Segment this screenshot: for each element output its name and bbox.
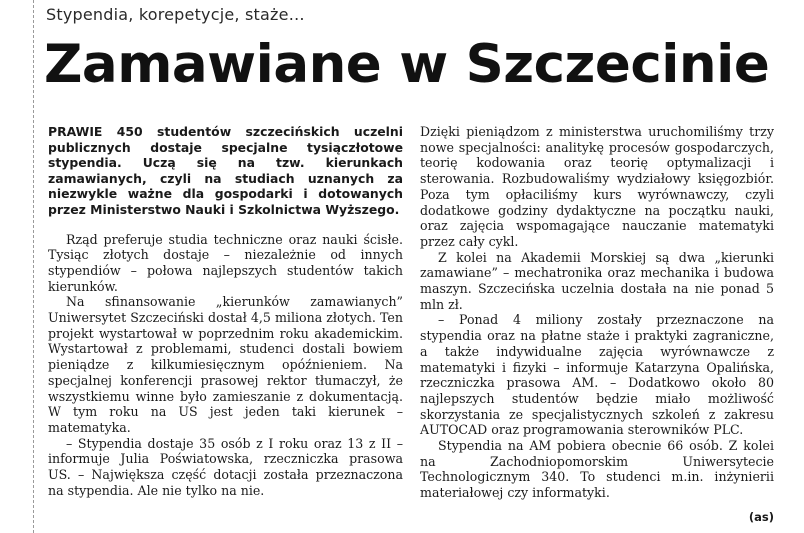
left-column <box>48 124 403 499</box>
article-kicker: Stypendia, korepetycje, staże… <box>46 5 305 24</box>
body-paragraph: – Stypendia dostaje 35 osób z I roku oraz 13 z II – informuje Julia Poświatowska, rzeczniczka prasowa US. – Największa część dotacji została przeznaczona na stypendia. Ale nie tylko na nie. <box>48 435 403 498</box>
body-paragraph: Rząd preferuje studia techniczne oraz nauki ścisłe. Tysiąc złotych dostaje – niezależnie od innych stypendiów – połowa najlepszych studentów takich kierunków. <box>48 231 403 294</box>
lead-caps: PRAWIE 450 <box>48 124 143 139</box>
column-divider <box>33 0 35 533</box>
lead-text: studentów szczecińskich uczelni publicznych dostaje specjalne tysiączłotowe stypendia. Uczą się na tzw. kierunkach zamawianych, czyli na studiach uznanych za niezwykle ważne dla gospodarki i dotowanych przez Ministerstwo Nauki i Szkolnictwa Wyższego. <box>48 124 404 217</box>
body-paragraph: Z kolei na Akademii Morskiej są dwa „kierunki zamawiane” – mechatronika oraz mechanika i budowa maszyn. Szczecińska uczelnia dostała na nie ponad 5 mln zł. <box>420 249 774 312</box>
body-paragraph: Stypendia na AM pobiera obecnie 66 osób. Z kolei na Zachodniopomorskim Uniwersytecie Technologicznym 340. To studenci m.in. inżynierii materiałowej czy informatyki. <box>420 438 774 501</box>
body-paragraph: Dzięki pieniądzom z ministerstwa uruchomiliśmy trzy nowe specjalności: analitykę procesów gospodarczych, teorię kodowania oraz teorię optymalizacji i sterowania. Rozbudowaliśmy wydziałowy księgozbiór. Poza tym opłaciliśmy kurs wyrównawczy, czyli dodatkowe godziny dydaktyczne na początku nauki, oraz zajęcia wspomagające nauczanie matematyki przez cały cykl. <box>420 124 774 249</box>
body-paragraph: Na sfinansowanie „kierunków zamawianych” Uniwersytet Szczeciński dostał 4,5 miliona złotych. Ten projekt wystartował w poprzednim roku akademickim. Wystartował z problemami, studenci dostali bowiem pieniądze z kilkumiesięcznym opóźnieniem. Na specjalnej konferencji prasowej rektor tłumaczył, że wszystkiemu winne było zamieszanie z dokumentacją. W tym roku na US jest jeden taki kierunek – matematyka. <box>48 294 403 435</box>
body-paragraph: – Ponad 4 miliony zostały przeznaczone na stypendia oraz na płatne staże i praktyki zagraniczne, a także indywidualne zajęcia wyrównawcze z matematyki i fizyki – informuje Katarzyna Opalińska, rzeczniczka prasowa AM. – Dodatkowo około 80 najlepszych studentów będzie miało możliwość skorzystania ze specjalistycznych szkoleń z zakresu AUTOCAD oraz programowania sterowników PLC. <box>420 312 774 438</box>
article-title: Zamawiane w Szczecinie <box>44 34 770 95</box>
right-column <box>420 124 774 501</box>
lead-paragraph <box>48 124 403 218</box>
author-signature: (as) <box>748 510 774 524</box>
